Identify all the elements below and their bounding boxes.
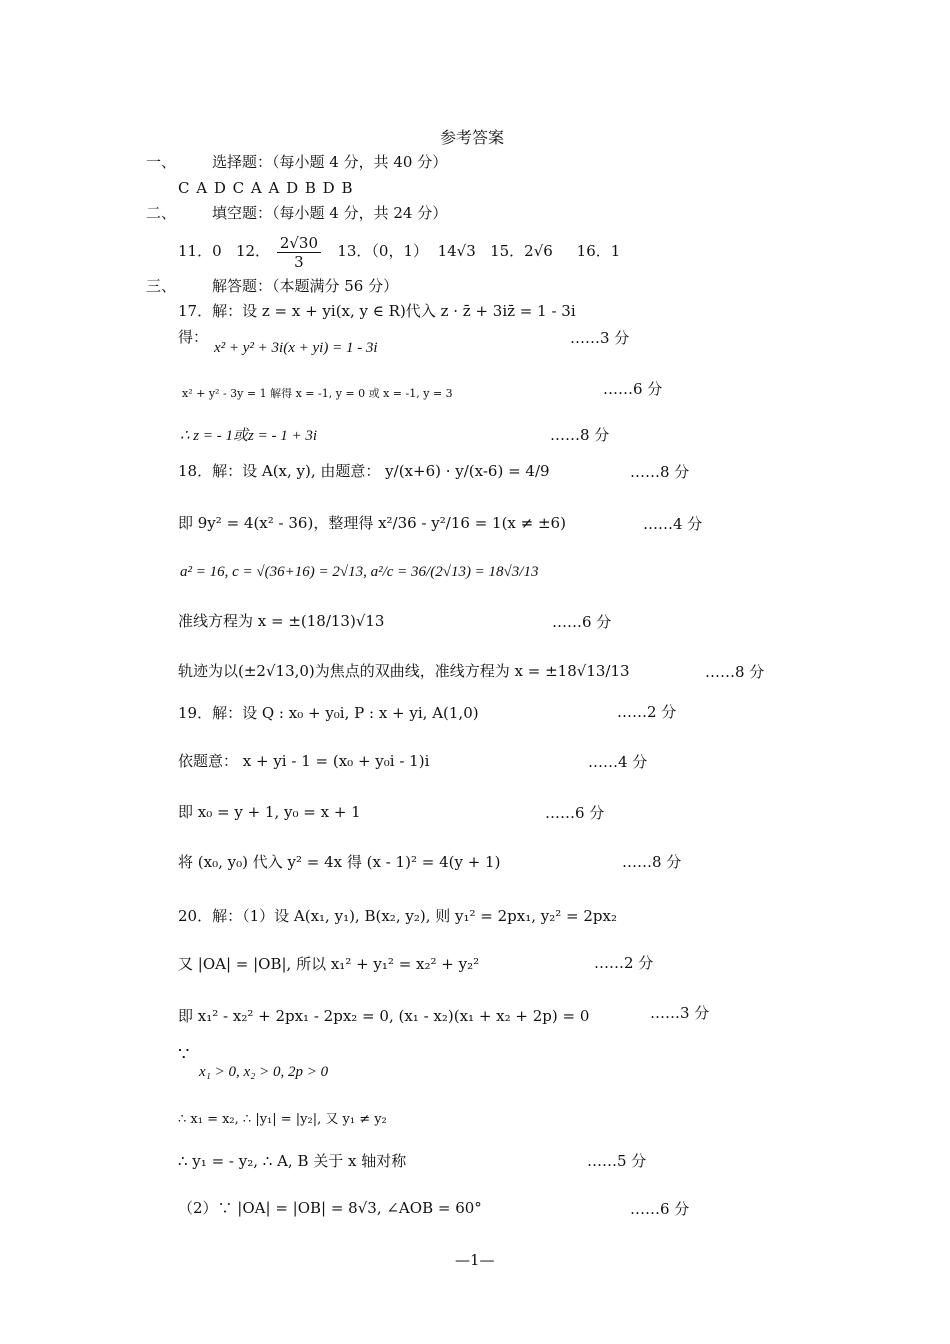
q19-score-8: ……8 分 (622, 853, 682, 871)
answer-14: 14√3 (437, 242, 476, 260)
q19-line-4: 将 (x₀, y₀) 代入 y² = 4x 得 (x - 1)² = 4(y + 1) (178, 853, 501, 871)
q17-line-4: ∴ z = - 1或z = - 1 + 3i (180, 428, 317, 444)
q20-line-4: x₁ > 0, x₂ > 0, 2p > 0 (199, 1064, 329, 1080)
q18-score-8b: ……8 分 (705, 663, 765, 681)
q18-line-4: 准线方程为 x = ±(18/13)√13 (178, 612, 385, 630)
answer-12-label: 12． (235, 242, 271, 260)
q20-line-6: ∴ y₁ = - y₂, ∴ A, B 关于 x 轴对称 (178, 1152, 407, 1170)
q20-line-5: ∴ x₁ = x₂, ∴ |y₁| = |y₂|, 又 y₁ ≠ y₂ (178, 1112, 387, 1127)
q20-score-3: ……3 分 (650, 1004, 710, 1022)
q18-line-1: 18．解：设 A(x, y), 由题意： y/(x+6) · y/(x-6) = 4/9 (178, 462, 550, 480)
q20-line-3: 即 x₁² - x₂² + 2px₁ - 2px₂ = 0, (x₁ - x₂)(x₁ + x₂ + 2p) = 0 (178, 1007, 590, 1025)
q18-line-5: 轨迹为以(±2√13,0)为焦点的双曲线，准线方程为 x = ±18√13/13 (178, 662, 630, 680)
q18-score-4: ……4 分 (643, 515, 703, 533)
q17-line-2: x² + y² + 3i(x + yi) = 1 - 3i (214, 340, 378, 356)
q20-because-symbol: ∵ (178, 1044, 190, 1065)
choice-answers: C A D C A A D B D B (178, 179, 354, 197)
answer-15: 15．2√6 (490, 242, 553, 260)
q18-line-2: 即 9y² = 4(x² - 36)，整理得 x²/36 - y²/16 = 1(x ≠ ±6) (178, 514, 566, 532)
answer-11: 11．0 (178, 242, 222, 260)
q17-score-3: ……3 分 (570, 329, 630, 347)
page-footer: —1— (455, 1251, 495, 1269)
q19-score-6: ……6 分 (545, 804, 605, 822)
q17-line-3: x² + y² - 3y = 1 解得 x = -1, y = 0 或 x = -1, y = 3 (182, 387, 453, 400)
q20-line-1: 20．解：（1）设 A(x₁, y₁), B(x₂, y₂), 则 y₁² = 2px₁, y₂² = 2px₂ (178, 907, 617, 925)
q20-score-6: ……6 分 (630, 1200, 690, 1218)
q20-line-2: 又 |OA| = |OB|, 所以 x₁² + y₁² = x₂² + y₂² (178, 955, 480, 973)
q18-score-6: ……6 分 (552, 613, 612, 631)
q20-score-2: ……2 分 (594, 954, 654, 972)
q19-score-4: ……4 分 (588, 753, 648, 771)
q17-score-6: ……6 分 (603, 380, 663, 398)
section-1-label: 选择题：（每小题 4 分，共 40 分） (212, 153, 448, 171)
q17-line-2-prefix: 得： (178, 328, 209, 346)
answer-16: 16．1 (576, 242, 621, 260)
section-1-number: 一、 (146, 153, 177, 171)
page-title: 参考答案 (440, 128, 505, 147)
section-2-label: 填空题：（每小题 4 分，共 24 分） (212, 204, 448, 222)
q19-score-2: ……2 分 (617, 703, 677, 721)
fill-answers (178, 232, 620, 271)
q17-line-1: 17．解：设 z = x + yi(x, y ∈ R)代入 z · z̄ + 3iz̄ = 1 - 3i (178, 302, 576, 320)
answer-12-fraction: $\frac{2√30}{3}$ (277, 234, 321, 271)
answer-13: 13．（0，1） (337, 242, 429, 260)
q18-line-3: a² = 16, c = √(36+16) = 2√13, a²/c = 36/(2√13) = 18√3/13 (180, 564, 539, 580)
q19-line-1: 19．解：设 Q : x₀ + y₀i, P : x + yi, A(1,0) (178, 704, 479, 722)
q18-score-8a: ……8 分 (630, 463, 690, 481)
q17-score-8: ……8 分 (550, 426, 610, 444)
q20-line-7: （2）∵ |OA| = |OB| = 8√3, ∠AOB = 60° (178, 1199, 482, 1217)
q20-score-5: ……5 分 (587, 1152, 647, 1170)
q19-line-2: 依题意： x + yi - 1 = (x₀ + y₀i - 1)i (178, 752, 430, 770)
q19-line-3: 即 x₀ = y + 1, y₀ = x + 1 (178, 803, 361, 821)
section-2-number: 二、 (146, 204, 177, 222)
section-3-label: 解答题：（本题满分 56 分） (212, 277, 399, 295)
section-3-number: 三、 (146, 277, 177, 295)
